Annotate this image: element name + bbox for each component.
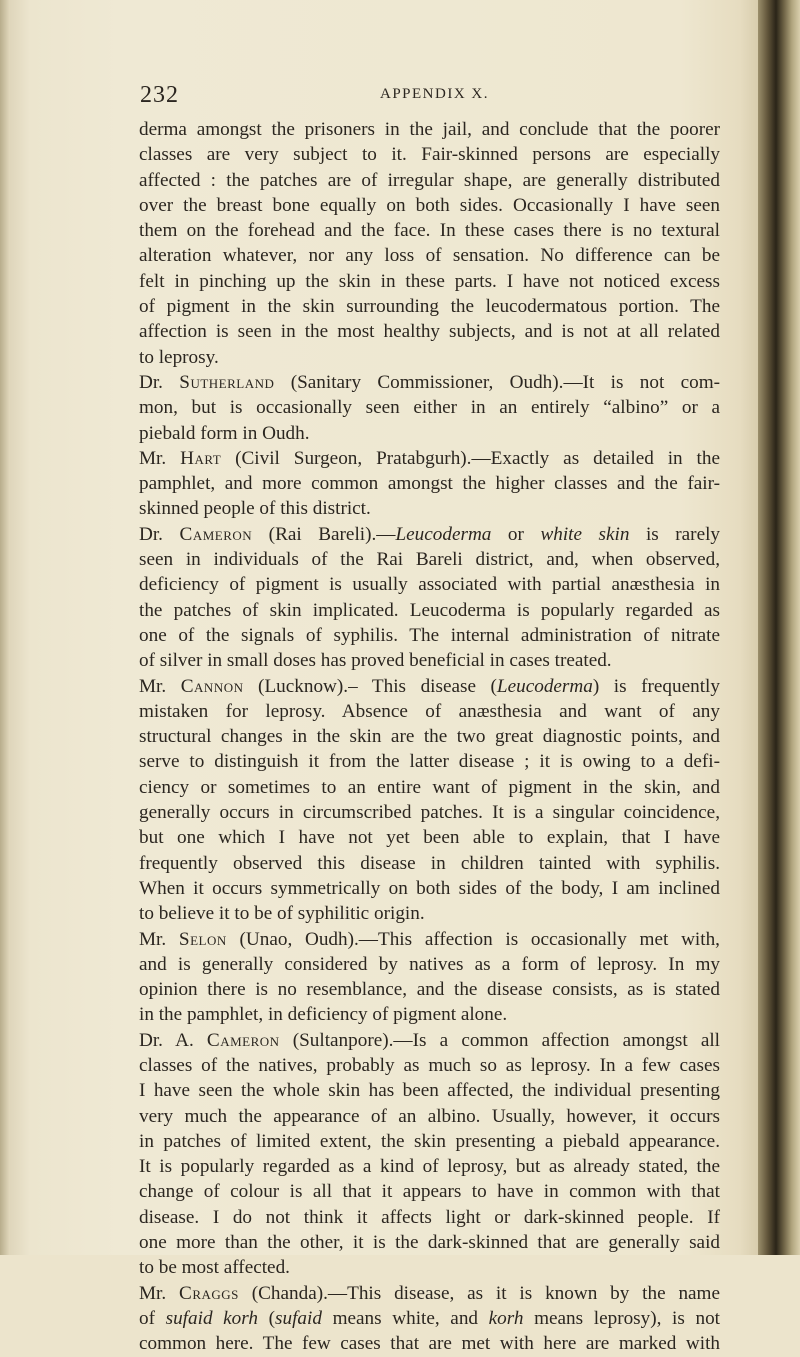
text-line xyxy=(139,243,720,268)
italic-term: sufaid korh xyxy=(165,1307,258,1329)
text-line xyxy=(139,496,720,521)
text-line xyxy=(139,319,720,344)
text-run: common here. The few cases that are met with here are marked with xyxy=(139,1333,720,1355)
text-line xyxy=(139,1281,720,1306)
text-run: to be most affected. xyxy=(139,1257,290,1279)
respondent-name: Selon xyxy=(178,928,227,950)
text-run: Mr. xyxy=(139,928,179,950)
text-run: change of colour is all that it appears to have in common with that xyxy=(139,1181,720,1203)
text-run: of pigment in the skin surrounding the leucodermatous portion. The xyxy=(139,296,720,318)
text-run: (Sanitary Commissioner, Oudh).—It is not com- xyxy=(274,371,721,393)
respondent-name: Craggs xyxy=(179,1282,239,1304)
respondent-name: Cannon xyxy=(180,675,244,697)
text-line xyxy=(139,572,720,597)
text-line xyxy=(139,547,720,572)
text-run: Dr. xyxy=(139,523,180,545)
text-run: Mr. xyxy=(139,675,181,697)
text-run: or xyxy=(491,523,541,545)
text-run: one of the signals of syphilis. The internal administration of nitrate xyxy=(139,624,720,646)
text-line xyxy=(139,421,720,446)
text-run: and is generally considered by natives as a form of leprosy. In my xyxy=(139,953,720,975)
text-line xyxy=(139,142,720,167)
text-line xyxy=(139,1230,720,1255)
text-run: When it occurs symmetrically on both sides of the body, I am inclined xyxy=(139,877,720,899)
text-run: of xyxy=(139,1307,166,1329)
text-run: I have seen the whole skin has been affected, the individual presenting xyxy=(139,1080,720,1102)
text-run: over the breast bone equally on both sides. Occasionally I have seen xyxy=(139,194,720,216)
italic-term: white skin xyxy=(540,523,630,545)
text-line xyxy=(139,851,720,876)
text-line xyxy=(139,598,720,623)
text-line xyxy=(139,674,720,699)
text-run: means leprosy), is not xyxy=(523,1307,721,1329)
text-run: Dr. xyxy=(139,371,180,393)
text-line xyxy=(139,193,720,218)
text-line xyxy=(139,775,720,800)
text-run: (Sultanpore).—Is a common affection amongst all xyxy=(279,1029,721,1051)
text-run: mistaken for leprosy. Absence of anæsthesia and want of any xyxy=(139,700,720,722)
italic-term: Leucoderma xyxy=(496,675,593,697)
text-run: mon, but is occasionally seen either in an entirely “albino” or a xyxy=(139,397,720,419)
italic-term: Leucoderma xyxy=(395,523,492,545)
text-line xyxy=(139,927,720,952)
text-line xyxy=(139,1154,720,1179)
text-run: to leprosy. xyxy=(139,346,219,368)
page-number: 232 xyxy=(140,82,179,108)
text-run: very much the appearance of an albino. Usually, however, it occurs xyxy=(139,1105,720,1127)
text-run: of silver in small doses has proved beneficial in cases treated. xyxy=(139,650,612,672)
text-run: the patches of skin implicated. Leucoderma is popularly regarded as xyxy=(139,599,720,621)
text-line xyxy=(139,1255,720,1280)
text-run: Mr. xyxy=(139,1282,180,1304)
respondent-name: Cameron xyxy=(179,523,253,545)
text-line xyxy=(139,1129,720,1154)
text-run: alteration whatever, nor any loss of sensation. No difference can be xyxy=(139,245,720,267)
text-line xyxy=(139,800,720,825)
text-line xyxy=(139,1002,720,1027)
text-run: them on the forehead and the face. In these cases there is no textural xyxy=(139,220,720,242)
text-line xyxy=(139,623,720,648)
text-line xyxy=(139,522,720,547)
text-run: classes are very subject to it. Fair-skinned persons are especially xyxy=(139,144,720,166)
text-run: one more than the other, it is the dark-skinned that are generally said xyxy=(139,1232,720,1254)
respondent-name: Sutherland xyxy=(179,371,275,393)
text-run: generally occurs in circumscribed patches. It is a singular coincidence, xyxy=(139,802,720,824)
text-run: in patches of limited extent, the skin presenting a piebald appearance. xyxy=(139,1130,720,1152)
text-run: felt in pinching up the skin in these parts. I have not noticed excess xyxy=(139,270,720,292)
text-line xyxy=(139,1078,720,1103)
text-run: opinion there is no resemblance, and the disease consists, as is stated xyxy=(139,979,720,1001)
text-run: ciency or sometimes to an entire want of pigment in the skin, and xyxy=(139,776,720,798)
text-run: in the pamphlet, in deficiency of pigment alone. xyxy=(139,1004,508,1026)
text-line xyxy=(139,648,720,673)
text-run: Dr. A. xyxy=(139,1029,207,1051)
text-run: structural changes in the skin are the two great diagnostic points, and xyxy=(139,726,720,748)
text-line xyxy=(139,345,720,370)
running-head: APPENDIX X. xyxy=(380,86,490,102)
text-run: Mr. xyxy=(139,447,181,469)
text-run: skinned people of this district. xyxy=(139,498,371,520)
page-left-edge xyxy=(0,0,10,1255)
text-line xyxy=(139,168,720,193)
text-line xyxy=(139,117,720,142)
text-line xyxy=(139,1104,720,1129)
text-run: disease. I do not think it affects light or dark-skinned people. If xyxy=(139,1206,720,1228)
text-run: (Civil Surgeon, Pratabgurh).—Exactly as detailed in the xyxy=(221,447,720,469)
text-line xyxy=(139,218,720,243)
text-line xyxy=(139,825,720,850)
text-line xyxy=(139,901,720,926)
text-line xyxy=(139,1028,720,1053)
text-line xyxy=(139,1205,720,1230)
text-run: pamphlet, and more common amongst the higher classes and the fair- xyxy=(139,473,720,495)
text-run: ( xyxy=(258,1307,276,1329)
text-run: classes of the natives, probably as much so as leprosy. In a few cases xyxy=(139,1054,720,1076)
text-run: ) is frequently xyxy=(592,675,720,697)
text-line xyxy=(139,699,720,724)
respondent-name: Hart xyxy=(180,447,222,469)
text-run: (Lucknow).– This disease ( xyxy=(243,675,497,697)
text-run: (Unao, Oudh).—This affection is occasionally met with, xyxy=(226,928,720,950)
text-run: It is popularly regarded as a kind of leprosy, but as already stated, the xyxy=(139,1156,720,1178)
text-run: derma amongst the prisoners in the jail, and conclude that the poorer xyxy=(139,119,720,140)
text-run: piebald form in Oudh. xyxy=(139,422,310,444)
text-line xyxy=(139,876,720,901)
text-run: frequently observed this disease in children tainted with syphilis. xyxy=(139,852,720,874)
text-line xyxy=(139,446,720,471)
text-run: (Rai Bareli).— xyxy=(252,523,396,545)
text-run: but one which I have not yet been able to explain, that I have xyxy=(139,827,720,849)
text-run: to believe it to be of syphilitic origin. xyxy=(139,903,425,925)
text-run: seen in individuals of the Rai Bareli district, and, when observed, xyxy=(139,549,720,571)
text-line xyxy=(139,724,720,749)
text-line xyxy=(139,1331,720,1356)
text-line xyxy=(139,395,720,420)
body-text xyxy=(139,117,720,1357)
italic-term: sufaid xyxy=(275,1307,322,1329)
text-run: is rarely xyxy=(629,523,721,545)
text-line xyxy=(139,1053,720,1078)
text-run: affection is seen in the most healthy subjects, and is not at all related xyxy=(139,321,720,343)
text-run: serve to distinguish it from the latter disease ; it is owing to a defi- xyxy=(139,751,720,773)
text-line xyxy=(139,952,720,977)
text-line xyxy=(139,294,720,319)
text-line xyxy=(139,471,720,496)
text-line xyxy=(139,1179,720,1204)
text-run: deficiency of pigment is usually associated with partial anæsthesia in xyxy=(139,574,720,596)
text-line xyxy=(139,1306,720,1331)
text-line xyxy=(139,977,720,1002)
text-line xyxy=(139,269,720,294)
text-line xyxy=(139,370,720,395)
text-run: (Chanda).—This disease, as it is known by the name xyxy=(238,1282,720,1304)
text-run: affected : the patches are of irregular shape, are generally distributed xyxy=(139,169,720,191)
book-spine-shadow xyxy=(758,0,800,1255)
text-run: means white, and xyxy=(321,1307,489,1329)
italic-term: korh xyxy=(488,1307,524,1329)
respondent-name: Cameron xyxy=(206,1029,280,1051)
text-line xyxy=(139,749,720,774)
